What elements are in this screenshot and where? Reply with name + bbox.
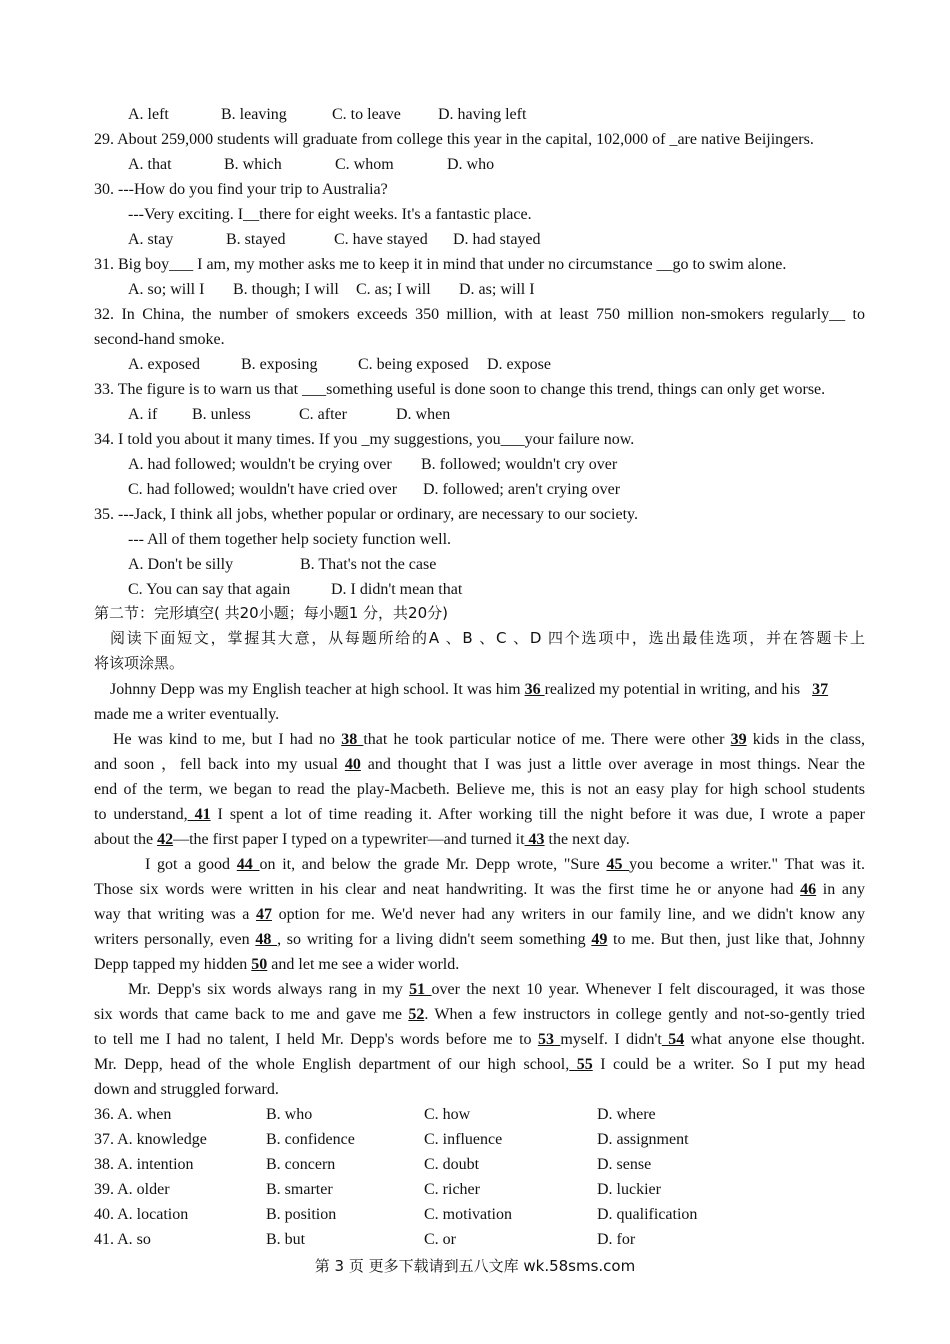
blank-54: 54	[661, 1031, 685, 1048]
choice-36-c: C. how	[424, 1106, 471, 1123]
passage-line-17: down and struggled forward.	[94, 1081, 279, 1098]
choice-41-b: B. but	[266, 1231, 306, 1248]
choice-38-b: B. concern	[266, 1156, 336, 1173]
q33-option-b: B. unless	[192, 406, 251, 423]
q28-option-a: A. left	[128, 106, 169, 123]
q29-option-d: D. who	[447, 156, 495, 173]
blank-38: 38	[341, 731, 364, 748]
q28-option-b: B. leaving	[221, 106, 287, 123]
q29-option-a: A. that	[128, 156, 172, 173]
q35-reply: --- All of them together help society function well.	[128, 531, 452, 548]
q34-option-d: D. followed; aren't crying over	[423, 481, 621, 498]
q34-option-c: C. had followed; wouldn't have cried over	[128, 481, 398, 498]
choice-38-c: C. doubt	[424, 1156, 480, 1173]
passage-line-13: Mr. Depp's six words always rang in my 51 over the next 10 year. Whenever I felt discouraged, it was those	[128, 981, 866, 998]
q35-option-c: C. You can say that again	[128, 581, 291, 598]
passage-line-14: six words that came back to me and gave me 52. When a few instructors in college gently and not-so-gently tried	[94, 1006, 865, 1023]
q31-options	[128, 277, 865, 302]
q34-stem: 34. I told you about it many times. If you _my suggestions, you___your failure now.	[94, 431, 635, 448]
q35-stem: 35. ---Jack, I think all jobs, whether popular or ordinary, are necessary to our society.	[94, 506, 638, 523]
choice-37-d: D. assignment	[597, 1131, 689, 1148]
blank-44: 44	[236, 856, 260, 873]
q30-option-c: C. have stayed	[334, 231, 428, 248]
q29-stem: 29. About 259,000 students will graduate from college this year in the capital, 102,000 of _are native Beijingers.	[94, 131, 814, 148]
choice-40-c: C. motivation	[424, 1206, 512, 1223]
q31-option-b: B. though; I will	[233, 281, 339, 298]
q35-options-ab	[128, 552, 865, 577]
choice-39-c: C. richer	[424, 1181, 480, 1198]
blank-39: 39	[730, 731, 747, 748]
q31-option-a: A. so; will I	[128, 281, 205, 298]
blank-55: 55	[569, 1056, 593, 1073]
passage-line-9: Those six words were written in his clear and neat handwriting. It was the first time he or anyone had 46 in any	[94, 881, 866, 898]
choice-40-d: D. qualification	[597, 1206, 698, 1223]
passage-line-8: I got a good 44 on it, and below the grade Mr. Depp wrote, "Sure 45 you become a writer." That was it.	[145, 856, 865, 873]
choice-38-d: D. sense	[597, 1156, 652, 1173]
q30-option-a: A. stay	[128, 231, 174, 248]
q30-reply: ---Very exciting. I__there for eight weeks. It's a fantastic place.	[128, 206, 532, 223]
q35-option-a: A. Don't be silly	[128, 556, 234, 573]
choice-41-c: C. or	[424, 1231, 456, 1248]
q35-option-d: D. I didn't mean that	[331, 581, 463, 598]
choice-39-d: D. luckier	[597, 1181, 661, 1198]
q34-option-b: B. followed; wouldn't cry over	[421, 456, 618, 473]
passage-line-12: Depp tapped my hidden 50 and let me see a wider world.	[94, 956, 460, 973]
passage-line-2: made me a writer eventually.	[94, 706, 280, 723]
passage-line-10: way that writing was a 47 option for me. We'd never had any writers in our family line, and we didn't know any	[94, 906, 865, 923]
blank-40: 40	[344, 756, 361, 773]
section-instructions-line1: 阅读下面短文，掌握其大意，从每题所给的A 、B 、C 、D 四个选项中，选出最佳选项，并在答题卡上	[110, 629, 865, 647]
blank-43: 43	[524, 831, 545, 848]
q32-option-a: A. exposed	[128, 356, 200, 373]
choice-39-b: B. smarter	[266, 1181, 333, 1198]
choice-37-c: C. influence	[424, 1131, 503, 1148]
q32-option-c: C. being exposed	[358, 356, 469, 373]
passage-line-4: and soon ，fell back into my usual 40 and thought that I was just a little over average in most things. Near the	[94, 756, 865, 773]
passage-line-11: writers personally, even 48 , so writing for a living didn't seem something 49 to me. But then, just like that, Johnny	[94, 931, 866, 948]
q28-options	[128, 102, 865, 127]
q32-option-b: B. exposing	[241, 356, 318, 373]
q34-options-cd	[128, 477, 865, 502]
choice-38-a: 38. A. intention	[94, 1156, 194, 1173]
q33-option-c: C. after	[299, 406, 347, 423]
choice-36-a: 36. A. when	[94, 1106, 172, 1123]
section-title: 第二节：完形填空( 共20小题；每小题1 分，共20分)	[94, 604, 448, 622]
q32-option-d: D. expose	[487, 356, 551, 373]
choice-37-a: 37. A. knowledge	[94, 1131, 207, 1148]
blank-37: 37	[812, 681, 829, 698]
choice-37-b: B. confidence	[266, 1131, 355, 1148]
q31-option-d: D. as; will I	[459, 281, 535, 298]
q31-option-c: C. as; I will	[356, 281, 431, 298]
blank-36: 36	[524, 681, 545, 698]
q32-options	[128, 352, 865, 377]
passage-line-1: Johnny Depp was my English teacher at high school. It was him 36 realized my potential in writing, and his 37	[110, 681, 829, 698]
q29-option-c: C. whom	[335, 156, 394, 173]
blank-46: 46	[800, 881, 817, 898]
q32-stem-line1: 32. In China, the number of smokers exceeds 350 million, with at least 750 million non-smokers regularly__ to	[94, 306, 865, 323]
choice-39-a: 39. A. older	[94, 1181, 170, 1198]
q30-options	[128, 227, 865, 252]
passage-line-16: Mr. Depp, head of the whole English department of our high school, 55 I could be a writer. So I put my head	[94, 1056, 866, 1073]
q31-stem: 31. Big boy___ I am, my mother asks me to keep it in mind that under no circumstance __go to swim alone.	[94, 256, 787, 273]
choice-40-a: 40. A. location	[94, 1206, 189, 1223]
q33-option-a: A. if	[128, 406, 158, 423]
section-instructions-line2: 将该项涂黑。	[94, 654, 185, 672]
q34-options-ab	[128, 452, 865, 477]
q30-option-d: D. had stayed	[453, 231, 541, 248]
passage-line-15: to tell me I had no talent, I held Mr. Depp's words before me to 53 myself. I didn't 54 what anyone else thought.	[94, 1031, 866, 1048]
q33-stem: 33. The figure is to warn us that ___something useful is done soon to change this trend, things can only get worse.	[94, 381, 826, 398]
q33-options	[128, 402, 865, 427]
blank-45: 45	[606, 856, 630, 873]
blank-50: 50	[251, 956, 268, 973]
q30-stem: 30. ---How do you find your trip to Australia?	[94, 181, 388, 198]
blank-51: 51	[409, 981, 432, 998]
q33-option-d: D. when	[396, 406, 451, 423]
passage-line-6: to understand, 41 I spent a lot of time reading it. After working till the night before it was due, I wrote a paper	[94, 806, 865, 823]
q28-option-d: D. having left	[438, 106, 527, 123]
choice-36-d: D. where	[597, 1106, 656, 1123]
blank-47: 47	[255, 906, 272, 923]
q29-option-b: B. which	[224, 156, 282, 173]
choice-41-a: 41. A. so	[94, 1231, 151, 1248]
choice-41-d: D. for	[597, 1231, 636, 1248]
q32-stem-line2: second-hand smoke.	[94, 331, 225, 348]
blank-41: 41	[187, 806, 211, 823]
blank-48: 48	[255, 931, 278, 948]
passage-line-5: end of the term, we began to read the play-Macbeth. Believe me, this is not an easy play for high school students	[94, 781, 865, 798]
q35-option-b: B. That's not the case	[300, 556, 437, 573]
blank-52: 52	[408, 1006, 425, 1023]
passage-line-3: He was kind to me, but I had no 38 that he took particular notice of me. There were other 39 kids in the class,	[113, 731, 866, 748]
q29-options	[128, 152, 865, 177]
q30-option-b: B. stayed	[226, 231, 286, 248]
blank-53: 53	[537, 1031, 561, 1048]
blank-49: 49	[591, 931, 608, 948]
choice-40-b: B. position	[266, 1206, 337, 1223]
passage-line-7: about the 42—the first paper I typed on a typewriter—and turned it 43 the next day.	[94, 831, 630, 848]
choice-36-b: B. who	[266, 1106, 313, 1123]
blank-42: 42	[157, 831, 174, 848]
q35-options-cd	[128, 577, 865, 602]
q34-option-a: A. had followed; wouldn't be crying over	[128, 456, 392, 473]
page-footer: 第 3 页 更多下载请到五八文库 wk.58sms.com	[314, 1257, 636, 1275]
q28-option-c: C. to leave	[332, 106, 401, 123]
